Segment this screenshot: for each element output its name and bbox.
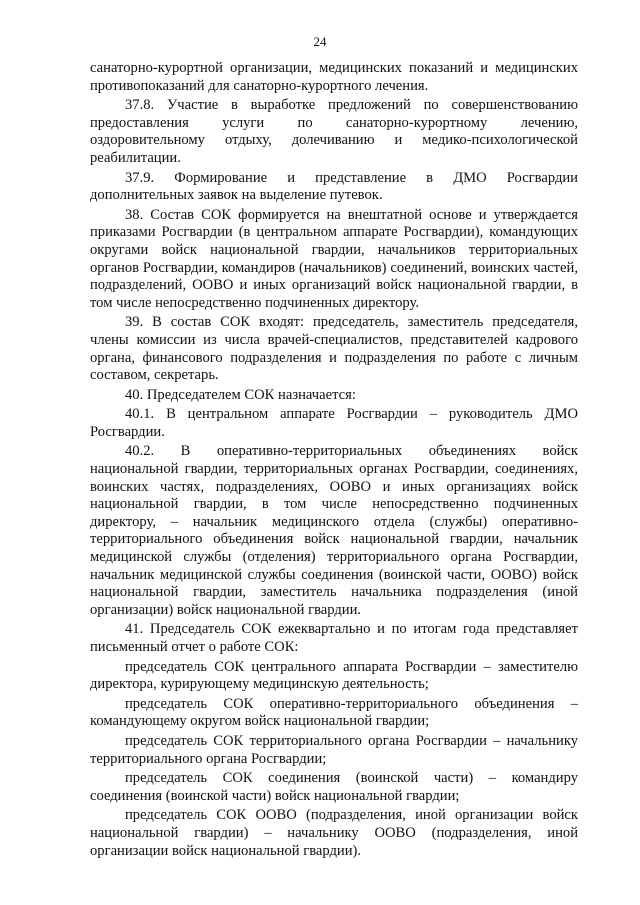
paragraph-38: 38. Состав СОК формируется на внештатной основе и утверждается приказами Росгвардии (в центральном аппарате Росгвардии), командующих округами войск национальной гвардии, начальников территориальных органов Росгвардии, командиров (начальников) соединений, воинских частей, подразделений, ООВО и иных организаций войск национальной гвардии, в том числе непосредственно подчиненных директору. [90,206,578,311]
paragraph-39: 39. В состав СОК входят: председатель, заместитель председателя, члены комиссии из числа врачей-специалистов, представителей кадрового органа, финансового подразделения и подразделения по работе с личным составом, секретарь. [90,314,578,384]
page-number: 24 [313,34,327,49]
paragraph-41-item-operational: председатель СОК оперативно-территориального объединения – командующему округом войск национальной гвардии; [90,695,578,730]
paragraph-41-item-oovo: председатель СОК ООВО (подразделения, иной организации войск национальной гвардии) – начальнику ООВО (подразделения, иной организации войск национальной гвардии). [90,807,578,859]
paragraph-40-2: 40.2. В оперативно-территориальных объединениях войск национальной гвардии, территориальных органах Росгвардии, соединениях, воинских частях, подразделениях, ООВО и иных организациях войск национальной гвардии, в том числе непосредственно подчиненных директору, – начальник медицинского отдела (службы) оперативно-территориального объединения войск национальной гвардии, начальник медицинской службы (отделения) территориального органа Росгвардии, начальник медицинской службы соединения (воинской части, ООВО) войск национальной гвардии, заместитель начальника подразделения (иной организации) войск национальной гвардии. [90,443,578,618]
paragraph-41-item-central: председатель СОК центрального аппарата Росгвардии – заместителю директора, курирующему медицинскую деятельность; [90,658,578,693]
paragraph-41-item-unit: председатель СОК соединения (воинской части) – командиру соединения (воинской части) войск национальной гвардии; [90,770,578,804]
document-body [90,60,578,862]
paragraph-40: 40. Председателем СОК назначается: [125,386,356,403]
paragraph-continuation: санаторно-курортной организации, медицинских показаний и медицинских противопоказаний для санаторно-курортного лечения. [90,60,578,94]
paragraph-41-item-territorial: председатель СОК территориального органа Росгвардии – начальнику территориального органа Росгвардии; [90,732,578,767]
paragraph-40-1: 40.1. В центральном аппарате Росгвардии – руководитель ДМО Росгвардии. [90,406,578,440]
paragraph-37-8: 37.8. Участие в выработке предложений по совершенствованию предоставления услуги по санаторно-курортному лечению, оздоровительному отдыху, долечиванию и медико-психологической реабилитации. [90,97,578,166]
paragraph-41: 41. Председатель СОК ежеквартально и по итогам года представляет письменный отчет о работе СОК: [90,621,578,655]
paragraph-37-9: 37.9. Формирование и представление в ДМО Росгвардии дополнительных заявок на выделение путевок. [90,169,578,204]
